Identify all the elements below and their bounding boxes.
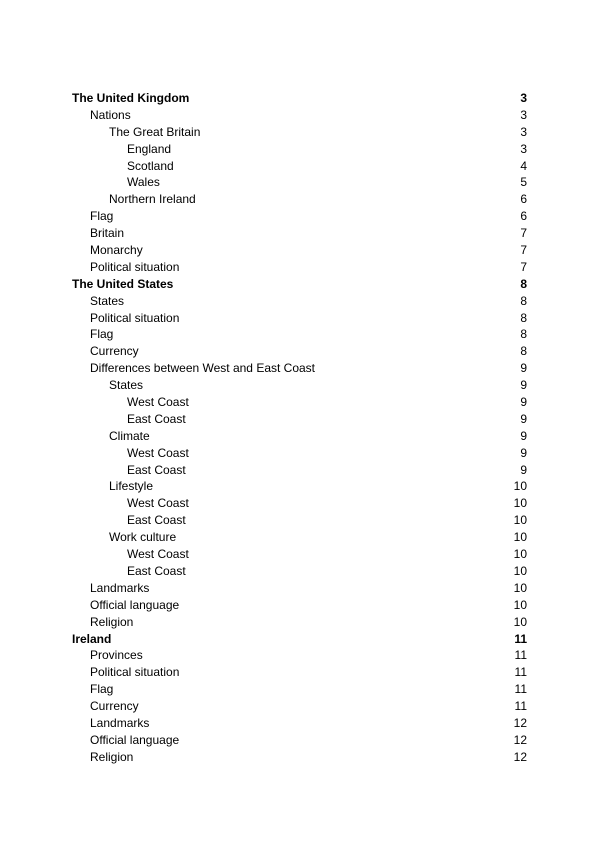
toc-entry-title: Political situation bbox=[90, 665, 180, 680]
toc-entry[interactable] bbox=[72, 326, 527, 343]
toc-entry-page-number: 4 bbox=[520, 158, 527, 173]
toc-entry-page-number: 10 bbox=[513, 479, 527, 494]
toc-entry[interactable] bbox=[72, 647, 527, 664]
toc-entry-page-number: 11 bbox=[514, 631, 527, 646]
toc-entry-page-number: 12 bbox=[513, 715, 527, 730]
toc-entry[interactable] bbox=[72, 664, 527, 681]
toc-entry-page-number: 3 bbox=[520, 107, 527, 122]
toc-entry-title: States bbox=[90, 293, 125, 308]
toc-entry-title: Religion bbox=[90, 749, 134, 764]
toc-entry-page-number: 7 bbox=[520, 226, 527, 241]
toc-entry-title: The Great Britain bbox=[109, 124, 201, 139]
toc-entry-page-number: 11 bbox=[514, 648, 527, 663]
toc-entry-title: Differences between West and East Coast bbox=[90, 361, 316, 376]
toc-entry[interactable] bbox=[72, 614, 527, 631]
toc-entry[interactable] bbox=[72, 597, 527, 614]
toc-entry-page-number: 6 bbox=[520, 209, 527, 224]
toc-entry-title: West Coast bbox=[127, 395, 189, 410]
toc-entry[interactable] bbox=[72, 462, 527, 479]
toc-entry[interactable] bbox=[72, 141, 527, 158]
toc-entry-page-number: 12 bbox=[513, 749, 527, 764]
toc-entry-page-number: 9 bbox=[520, 445, 527, 460]
toc-entry[interactable] bbox=[72, 478, 527, 495]
toc-entry[interactable] bbox=[72, 259, 527, 276]
toc-entry-title: Climate bbox=[109, 428, 150, 443]
toc-entry[interactable] bbox=[72, 732, 527, 749]
toc-entry[interactable] bbox=[72, 563, 527, 580]
toc-entry-page-number: 11 bbox=[514, 682, 527, 697]
toc-entry-page-number: 9 bbox=[520, 428, 527, 443]
toc-entry-title: Lifestyle bbox=[109, 479, 154, 494]
toc-entry-title: Nations bbox=[90, 107, 131, 122]
toc-entry-page-number: 8 bbox=[520, 344, 527, 359]
toc-entry-page-number: 10 bbox=[513, 580, 527, 595]
toc-entry[interactable] bbox=[72, 546, 527, 563]
toc-entry-title: Work culture bbox=[109, 530, 177, 545]
toc-entry[interactable] bbox=[72, 225, 527, 242]
toc-entry[interactable] bbox=[72, 394, 527, 411]
toc-chapter-entry[interactable] bbox=[72, 90, 527, 107]
toc-entry[interactable] bbox=[72, 360, 527, 377]
toc-entry-title: States bbox=[109, 378, 144, 393]
toc-entry-page-number: 9 bbox=[520, 411, 527, 426]
toc-entry-title: Official language bbox=[90, 732, 180, 747]
toc-entry-page-number: 10 bbox=[513, 530, 527, 545]
toc-entry[interactable] bbox=[72, 445, 527, 462]
toc-entry-page-number: 9 bbox=[520, 395, 527, 410]
toc-entry[interactable] bbox=[72, 428, 527, 445]
toc-entry-title: Landmarks bbox=[90, 715, 150, 730]
toc-entry-title: East Coast bbox=[127, 563, 186, 578]
toc-entry-title: Political situation bbox=[90, 259, 180, 274]
toc-entry-page-number: 8 bbox=[520, 293, 527, 308]
toc-entry-page-number: 10 bbox=[513, 614, 527, 629]
toc-entry[interactable] bbox=[72, 715, 527, 732]
toc-entry-page-number: 11 bbox=[514, 699, 527, 714]
toc-chapter-entry[interactable] bbox=[72, 631, 527, 648]
toc-entry-page-number: 3 bbox=[520, 141, 527, 156]
toc-entry-title: East Coast bbox=[127, 462, 186, 477]
toc-entry-title: Landmarks bbox=[90, 580, 150, 595]
toc-entry-page-number: 12 bbox=[513, 732, 527, 747]
toc-entry-title: West Coast bbox=[127, 445, 189, 460]
toc-entry[interactable] bbox=[72, 512, 527, 529]
toc-entry[interactable] bbox=[72, 107, 527, 124]
toc-entry-page-number: 8 bbox=[520, 310, 527, 325]
toc-entry[interactable] bbox=[72, 529, 527, 546]
toc-entry-title: England bbox=[127, 141, 172, 156]
toc-entry[interactable] bbox=[72, 191, 527, 208]
toc-entry-title: Wales bbox=[127, 175, 160, 190]
toc-entry-title: West Coast bbox=[127, 496, 189, 511]
toc-entry[interactable] bbox=[72, 158, 527, 175]
toc-entry[interactable] bbox=[72, 242, 527, 259]
toc-entry-title: Provinces bbox=[90, 648, 143, 663]
toc-entry-title: Currency bbox=[90, 344, 139, 359]
toc-entry[interactable] bbox=[72, 377, 527, 394]
toc-entry-title: Religion bbox=[90, 614, 134, 629]
toc-entry[interactable] bbox=[72, 124, 527, 141]
toc-entry-page-number: 10 bbox=[513, 513, 527, 528]
toc-entry-title: East Coast bbox=[127, 411, 186, 426]
toc-entry-title: The United Kingdom bbox=[72, 91, 190, 105]
toc-entry[interactable] bbox=[72, 343, 527, 360]
toc-entry[interactable] bbox=[72, 411, 527, 428]
toc-entry[interactable] bbox=[72, 681, 527, 698]
toc-entry-page-number: 10 bbox=[513, 496, 527, 511]
toc-entry-page-number: 11 bbox=[514, 665, 527, 680]
toc-entry-page-number: 6 bbox=[520, 192, 527, 207]
toc-entry[interactable] bbox=[72, 580, 527, 597]
toc-entry-page-number: 3 bbox=[520, 91, 527, 105]
toc-entry[interactable] bbox=[72, 495, 527, 512]
toc-entry-title: Scotland bbox=[127, 158, 174, 173]
toc-entry-page-number: 10 bbox=[513, 597, 527, 612]
toc-entry-page-number: 3 bbox=[520, 124, 527, 139]
toc-entry[interactable] bbox=[72, 310, 527, 327]
toc-chapter-entry[interactable] bbox=[72, 276, 527, 293]
toc-entry-title: Flag bbox=[90, 327, 114, 342]
toc-entry-page-number: 10 bbox=[513, 563, 527, 578]
toc-entry-page-number: 7 bbox=[520, 243, 527, 258]
toc-entry-title: West Coast bbox=[127, 547, 189, 562]
toc-entry-page-number: 5 bbox=[520, 175, 527, 190]
toc-entry-title: Flag bbox=[90, 682, 114, 697]
toc-entry-title: Britain bbox=[90, 226, 125, 241]
toc-entry-title: Ireland bbox=[72, 631, 112, 646]
toc-entry[interactable] bbox=[72, 208, 527, 225]
toc-entry-title: Monarchy bbox=[90, 243, 143, 258]
toc-entry-title: East Coast bbox=[127, 513, 186, 528]
toc-entry[interactable] bbox=[72, 749, 527, 766]
toc-entry-page-number: 9 bbox=[520, 361, 527, 376]
toc-entry-title: Flag bbox=[90, 209, 114, 224]
toc-entry-title: The United States bbox=[72, 276, 174, 291]
toc-entry-title: Currency bbox=[90, 699, 139, 714]
toc-entry-title: Political situation bbox=[90, 310, 180, 325]
toc-entry-page-number: 8 bbox=[520, 327, 527, 342]
toc-entry[interactable] bbox=[72, 174, 527, 191]
toc-entry-page-number: 10 bbox=[513, 547, 527, 562]
toc-entry-page-number: 8 bbox=[520, 276, 527, 291]
toc-entry-page-number: 9 bbox=[520, 462, 527, 477]
toc-entry-title: Northern Ireland bbox=[109, 192, 196, 207]
toc-entry-page-number: 7 bbox=[520, 259, 527, 274]
toc-entry-title: Official language bbox=[90, 597, 180, 612]
table-of-contents bbox=[72, 90, 527, 766]
toc-entry[interactable] bbox=[72, 698, 527, 715]
toc-entry-page-number: 9 bbox=[520, 378, 527, 393]
toc-entry[interactable] bbox=[72, 293, 527, 310]
